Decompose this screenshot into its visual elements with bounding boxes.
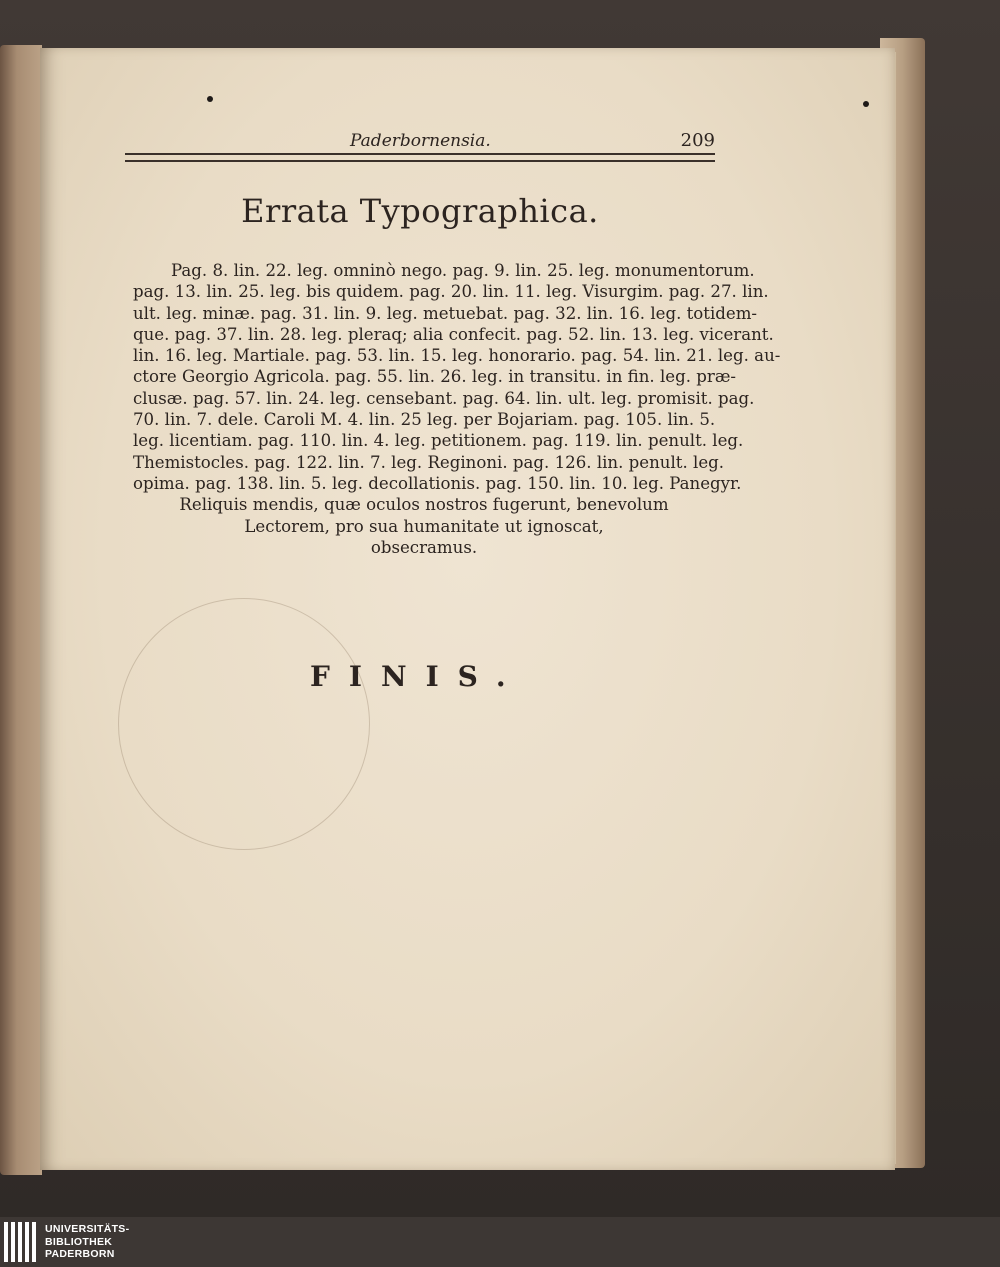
closing-line: Lectorem, pro sua humanitate ut ignoscat,	[244, 516, 604, 536]
errata-line: Themistocles. pag. 122. lin. 7. leg. Reginoni. pag. 126. lin. penult. leg.	[133, 452, 725, 472]
library-footer	[0, 1217, 1000, 1267]
running-head-title: Paderbornensia.	[350, 131, 491, 151]
finis: FINIS.	[310, 660, 525, 693]
errata-line: ctore Georgio Agricola. pag. 55. lin. 26. leg. in transitu. in fin. leg. præ-	[133, 367, 737, 387]
closing-line: obsecramus.	[370, 537, 478, 557]
library-barcode-logo-icon	[4, 1222, 36, 1262]
errata-line: lin. 16. leg. Martiale. pag. 53. lin. 15. leg. honorario. pag. 54. lin. 21. leg. au-	[133, 346, 781, 366]
errata-line: leg. licentiam. pag. 110. lin. 4. leg. petitionem. pag. 119. lin. penult. leg.	[133, 431, 744, 451]
errata-text	[133, 260, 781, 558]
closing-line: Reliquis mendis, quæ oculos nostros fugerunt, benevolum	[179, 495, 669, 515]
stamp-bleedthrough	[118, 598, 370, 850]
book-cover-left	[0, 45, 42, 1175]
page-number: 209	[680, 130, 715, 151]
errata-line: clusæ. pag. 57. lin. 24. leg. censebant. pag. 64. lin. ult. leg. promisit. pag.	[133, 388, 755, 408]
ink-spot	[863, 101, 869, 107]
errata-line: Pag. 8. lin. 22. leg. omninò nego. pag. 9. lin. 25. leg. monumentorum.	[171, 261, 755, 280]
library-name-line: BIBLIOTHEK	[45, 1235, 113, 1248]
errata-line: 70. lin. 7. dele. Caroli M. 4. lin. 25 leg. per Bojariam. pag. 105. lin. 5.	[133, 410, 716, 430]
errata-line: que. pag. 37. lin. 28. leg. pleraq; alia confecit. pag. 52. lin. 13. leg. vicerant.	[133, 324, 774, 344]
errata-line: ult. leg. minæ. pag. 31. lin. 9. leg. metuebat. pag. 32. lin. 16. leg. totidem-	[133, 303, 758, 323]
library-name-line: UNIVERSITÄTS-	[45, 1223, 130, 1236]
ink-spot	[207, 96, 213, 102]
running-head	[125, 130, 715, 151]
library-name	[45, 1223, 129, 1261]
library-name-line: PADERBORN	[45, 1248, 115, 1261]
header-rule	[125, 153, 715, 162]
errata-line: pag. 13. lin. 25. leg. bis quidem. pag. 20. lin. 11. leg. Visurgim. pag. 27. lin.	[133, 282, 769, 302]
errata-line: opima. pag. 138. lin. 5. leg. decollationis. pag. 150. lin. 10. leg. Panegyr.	[133, 473, 742, 493]
errata-heading: Errata Typographica.	[241, 192, 599, 230]
